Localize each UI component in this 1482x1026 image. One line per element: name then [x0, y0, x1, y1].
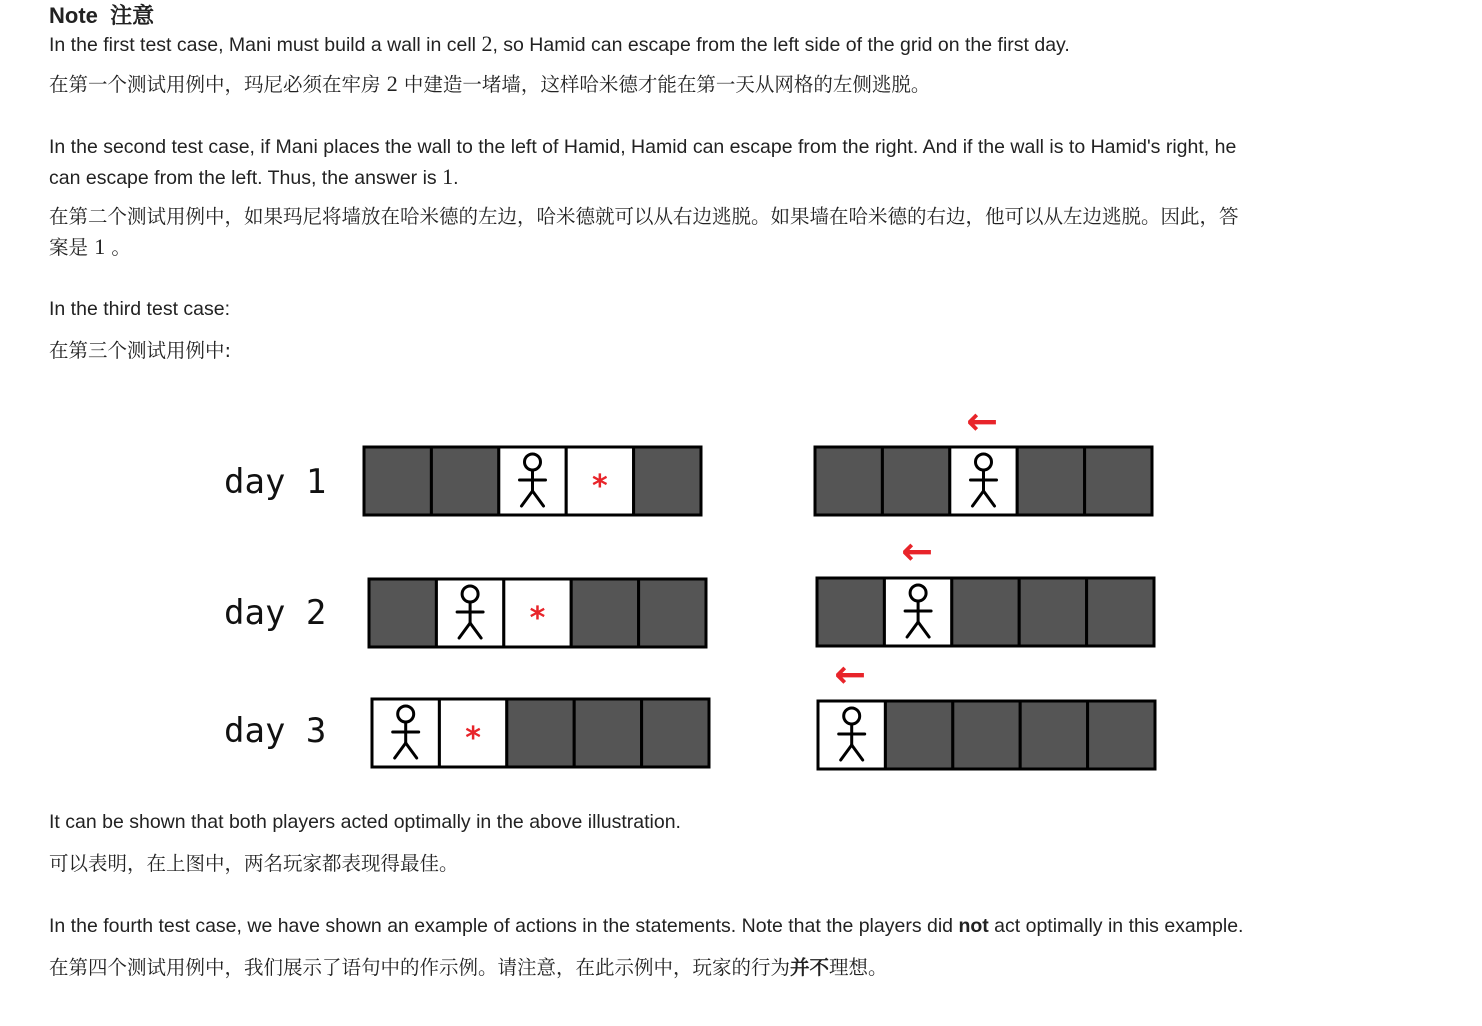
- case1-en-pre: In the first test case, Mani must build a wall in cell: [49, 34, 482, 56]
- grid-cell-wall: [574, 699, 641, 767]
- wall-mark-asterisk: *: [592, 469, 608, 504]
- case1-zh-pre: 在第一个测试用例中，玛尼必须在牢房: [49, 73, 387, 96]
- case2-en-number: 1: [442, 164, 454, 189]
- case1-en-number: 2: [481, 31, 493, 56]
- case1-en-post: , so Hamid can escape from the left side of the grid on the first day.: [492, 34, 1070, 56]
- day-label: day 2: [224, 593, 327, 633]
- case2-zh-line2-pre: 案是: [49, 236, 95, 259]
- grid-cell-wall: [507, 699, 574, 767]
- case3-zh: 在第三个测试用例中:: [49, 339, 232, 362]
- conclusion-zh: 可以表明，在上图中，两名玩家都表现得最佳。: [49, 852, 459, 875]
- grid-cell-wall: [817, 578, 884, 646]
- case2-zh-number: 1: [94, 234, 106, 259]
- escape-arrow-left-icon: ←: [966, 399, 998, 443]
- grid-cell-wall: [1088, 701, 1155, 769]
- case4-zh-post: 理想。: [829, 956, 888, 979]
- grid-cell-wall: [885, 701, 952, 769]
- case2-en-line1: In the second test case, if Mani places the wall to the left of Hamid, Hamid can escape from the right. And if the wall is to Hamid's right, he: [49, 136, 1237, 158]
- grid-cell-wall: [639, 579, 706, 647]
- case1-zh-number: 2: [386, 71, 398, 96]
- case4-en-pre: In the fourth test case, we have shown an example of actions in the statements. Note that the players did: [49, 915, 959, 937]
- case1-zh-post: 中建造一堵墙，这样哈米德才能在第一天从网格的左侧逃脱。: [397, 73, 931, 96]
- grid-cell-wall: [634, 447, 701, 515]
- grid-cell-wall: [815, 447, 882, 515]
- case2-zh-line2-post: 。: [105, 236, 131, 259]
- day-label: day 3: [224, 711, 327, 751]
- grid-cell-wall: [953, 701, 1020, 769]
- case4-en: [49, 912, 1243, 941]
- grid-cell-wall: [1020, 701, 1087, 769]
- wall-mark-asterisk: *: [465, 721, 481, 756]
- escape-arrow-left-icon: ←: [834, 652, 866, 696]
- case2-zh-line1: 在第二个测试用例中，如果玛尼将墙放在哈米德的左边，哈米德就可以从右边逃脱。如果墙在哈米德的右边，他可以从左边逃脱。因此，答: [49, 205, 1239, 228]
- case4-en-bold: not: [958, 915, 989, 937]
- case4-zh-bold: 并不: [790, 956, 830, 979]
- case3-en: In the third test case:: [49, 298, 231, 320]
- note-heading-zh: 注意: [110, 3, 155, 28]
- case2-en-line2-post: .: [453, 167, 459, 189]
- case4-zh-pre: 在第四个测试用例中，我们展示了语句中的作示例。请注意，在此示例中，玩家的行为: [49, 956, 791, 979]
- grid-cell-wall: [882, 447, 949, 515]
- day-label: day 1: [224, 462, 327, 502]
- wall-mark-asterisk: *: [529, 601, 546, 636]
- case4-en-post: act optimally in this example.: [988, 915, 1244, 937]
- escape-arrow-left-icon: ←: [901, 529, 933, 573]
- grid-cell-wall: [952, 578, 1019, 646]
- grid-cell-wall: [369, 579, 436, 647]
- grid-cell-wall: [1085, 447, 1152, 515]
- case4-zh: [49, 953, 888, 983]
- note-heading-en: Note: [49, 3, 98, 28]
- grid-cell-wall: [1087, 578, 1154, 646]
- grid-cell-wall: [1019, 578, 1086, 646]
- grid-cell-wall: [1017, 447, 1084, 515]
- conclusion-en: It can be shown that both players acted optimally in the above illustration.: [49, 811, 681, 833]
- grid-cell-wall: [642, 699, 709, 767]
- case2-en-line2-pre: can escape from the left. Thus, the answer is: [49, 167, 443, 189]
- grid-cell-wall: [571, 579, 638, 647]
- grid-cell-wall: [364, 447, 431, 515]
- grid-cell-wall: [431, 447, 498, 515]
